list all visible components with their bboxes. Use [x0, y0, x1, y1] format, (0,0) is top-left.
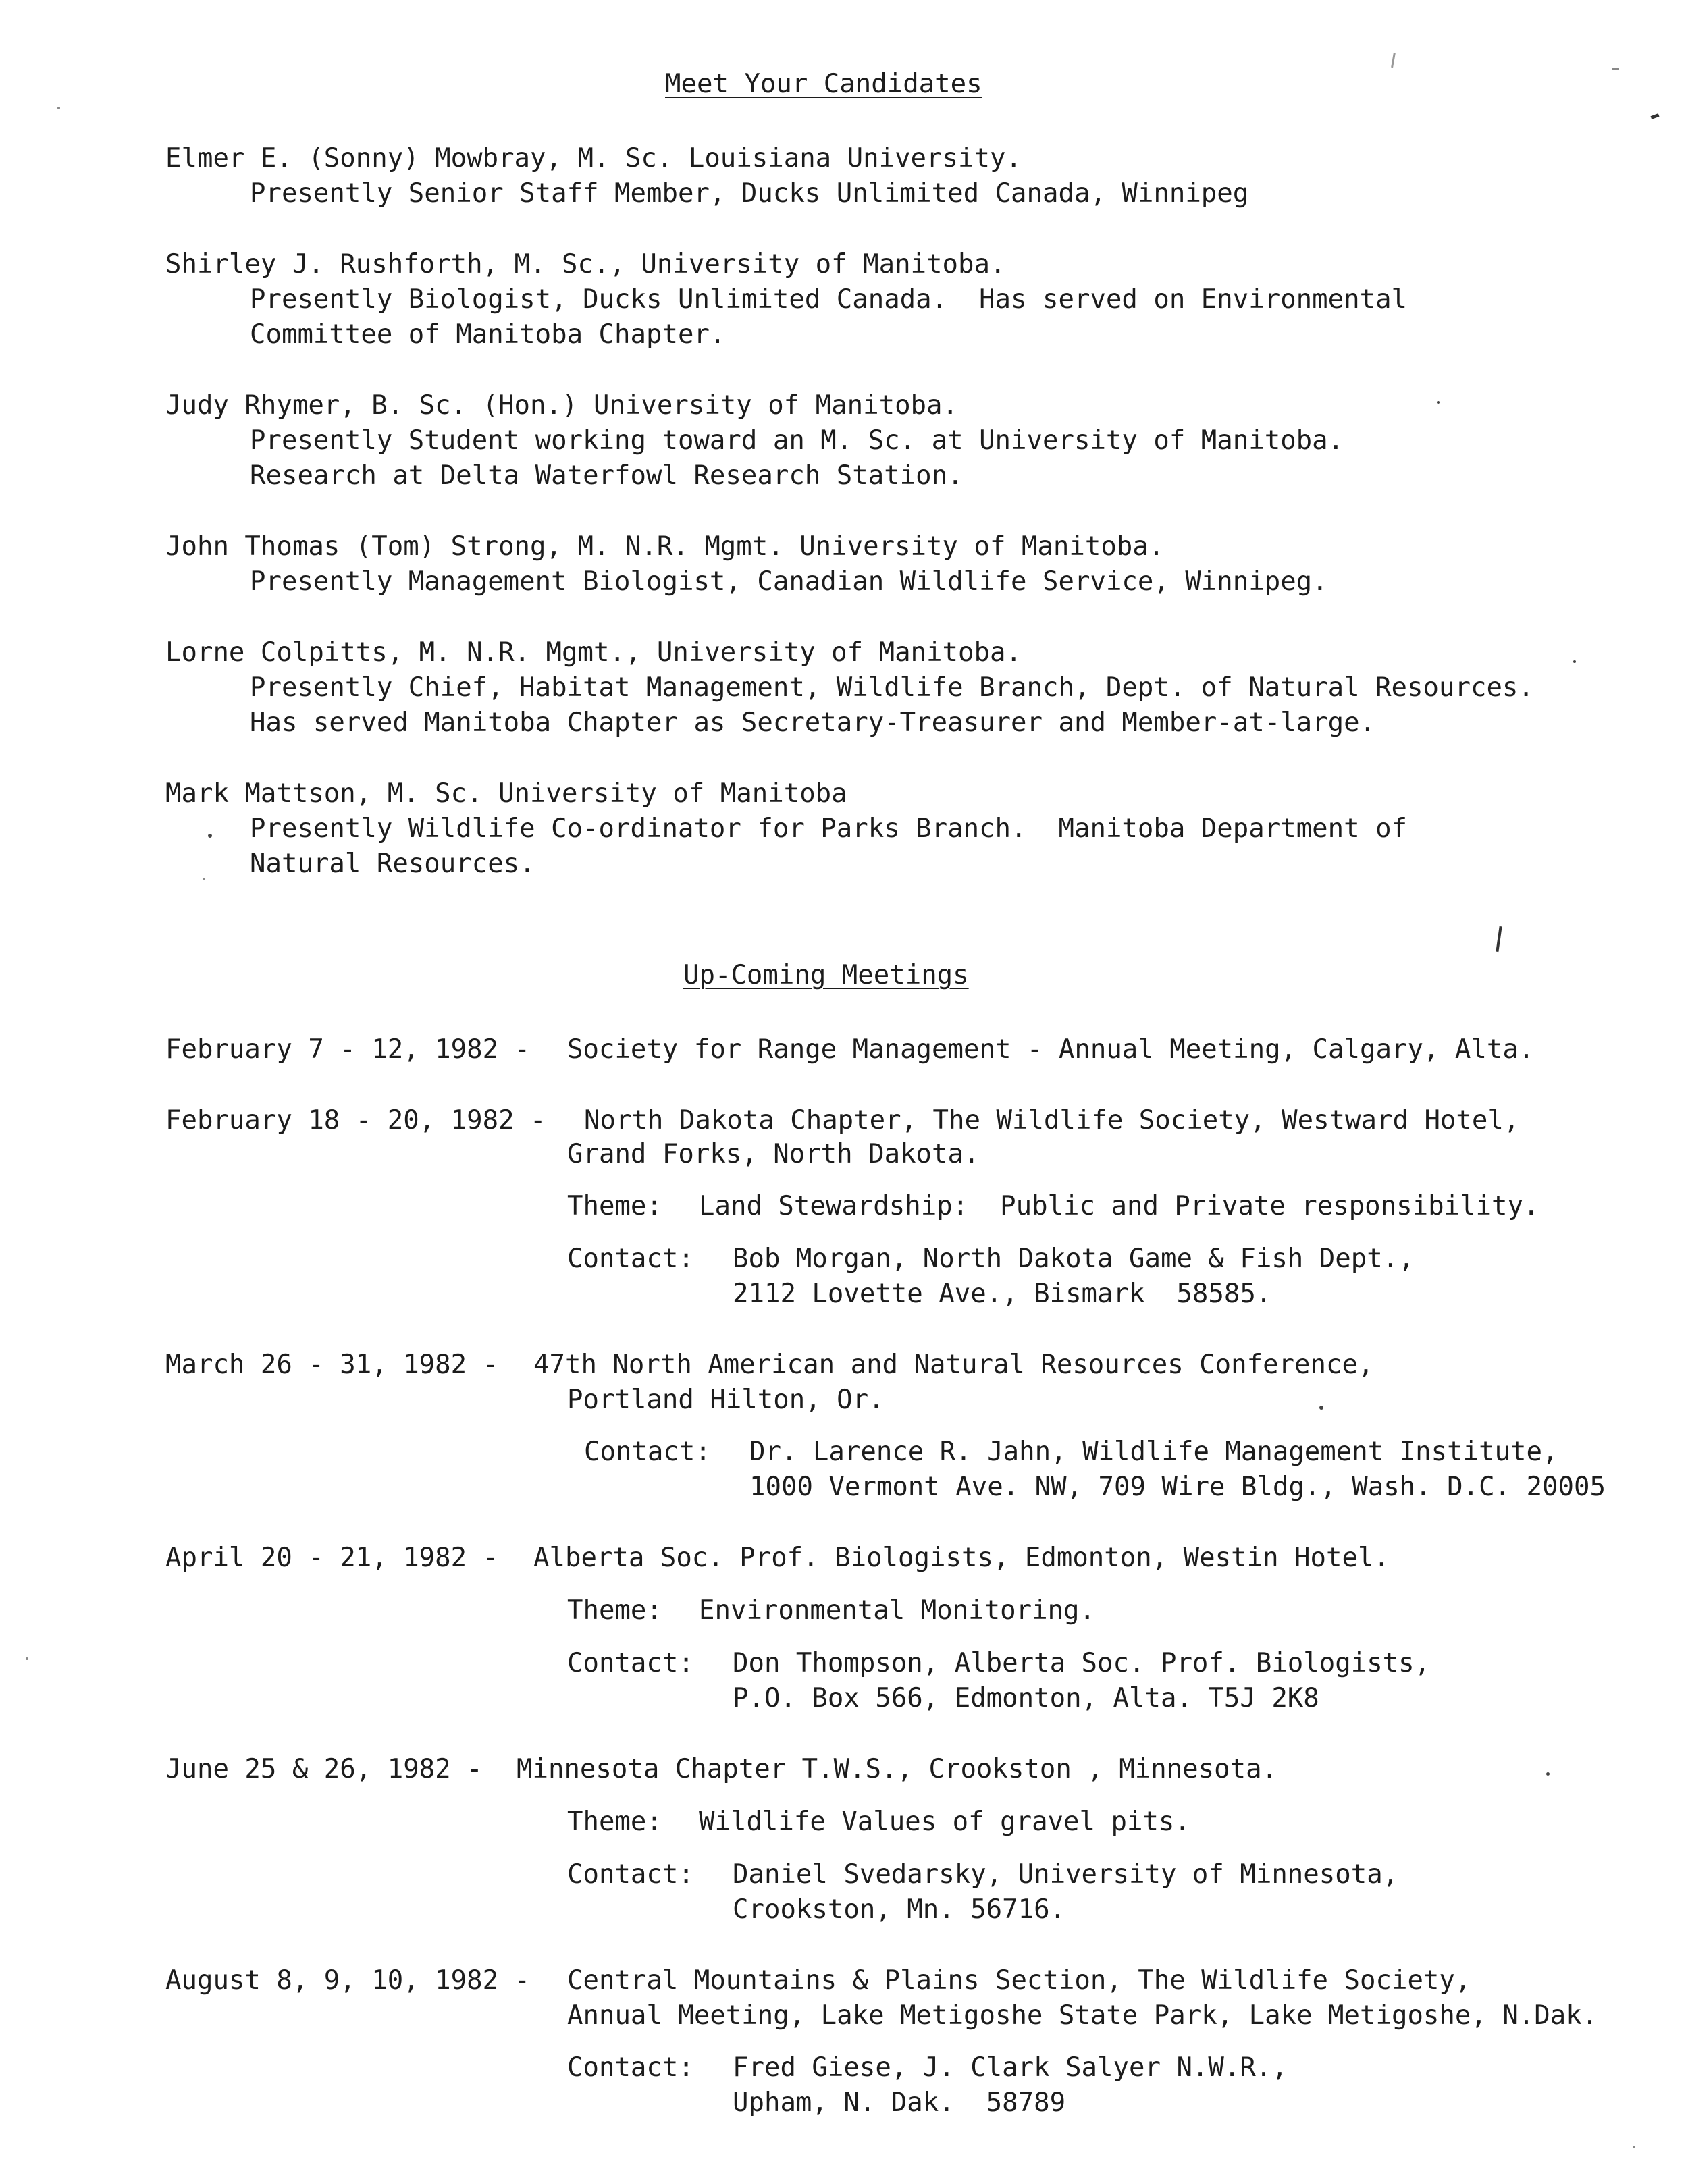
scan-speck — [1633, 2146, 1635, 2148]
meeting-date: April 20 - 21, 1982 - — [165, 1543, 499, 1573]
meeting-date: March 26 - 31, 1982 - — [165, 1350, 499, 1380]
candidate-detail: Presently Management Biologist, Canadian Wildlife Service, Winnipeg. — [250, 566, 1328, 597]
meeting-event: Grand Forks, North Dakota. — [567, 1139, 980, 1169]
candidate-name: John Thomas (Tom) Strong, M. N.R. Mgmt. University of Manitoba. — [165, 531, 1165, 562]
meeting-event: Minnesota Chapter T.W.S., Crookston , Minnesota. — [517, 1754, 1278, 1784]
meeting-contact: Crookston, Mn. 56716. — [733, 1894, 1066, 1925]
meeting-theme-label: Theme: — [567, 1595, 662, 1626]
meeting-contact: Dr. Larence R. Jahn, Wildlife Management Institute, — [749, 1437, 1558, 1467]
scan-speck — [208, 834, 212, 838]
scan-mark — [1612, 68, 1619, 70]
candidate-detail: Presently Student working toward an M. Sc. at University of Manitoba. — [250, 425, 1344, 456]
candidate-name: Elmer E. (Sonny) Mowbray, M. Sc. Louisiana University. — [165, 143, 1022, 174]
candidate-detail: Has served Manitoba Chapter as Secretary-Treasurer and Member-at-large. — [250, 708, 1376, 738]
meeting-contact: 2112 Lovette Ave., Bismark 58585. — [733, 1279, 1272, 1309]
meeting-contact: Daniel Svedarsky, University of Minnesota, — [733, 1859, 1399, 1890]
meeting-theme: Land Stewardship: Public and Private responsibility. — [699, 1191, 1539, 1221]
meeting-date: February 7 - 12, 1982 - — [165, 1034, 531, 1065]
meeting-contact: Don Thompson, Alberta Soc. Prof. Biologists, — [733, 1648, 1431, 1678]
scan-speck — [26, 1657, 28, 1660]
meeting-date: August 8, 9, 10, 1982 - — [165, 1965, 531, 1996]
meeting-theme-label: Theme: — [567, 1191, 662, 1221]
candidates-heading: Meet Your Candidates — [665, 69, 982, 99]
candidate-name: Judy Rhymer, B. Sc. (Hon.) University of Manitoba. — [165, 390, 958, 421]
meeting-contact-label: Contact: — [567, 1648, 694, 1678]
candidate-detail: Presently Senior Staff Member, Ducks Unlimited Canada, Winnipeg — [250, 178, 1249, 209]
scan-speck — [1319, 1406, 1323, 1410]
meeting-theme: Wildlife Values of gravel pits. — [699, 1807, 1190, 1837]
meeting-event: North Dakota Chapter, The Wildlife Society, Westward Hotel, — [584, 1105, 1520, 1136]
candidate-detail: Presently Wildlife Co-ordinator for Parks Branch. Manitoba Department of — [250, 814, 1408, 844]
meeting-event: 47th North American and Natural Resources Conference, — [533, 1350, 1374, 1380]
meeting-contact-label: Contact: — [567, 2052, 694, 2083]
candidate-name: Mark Mattson, M. Sc. University of Manitoba — [165, 778, 847, 809]
meeting-event: Portland Hilton, Or. — [567, 1385, 885, 1415]
scan-speck — [1546, 1772, 1550, 1776]
candidate-name: Shirley J. Rushforth, M. Sc., University of Manitoba. — [165, 249, 1006, 279]
scan-mark — [1391, 53, 1396, 68]
meeting-theme-label: Theme: — [567, 1807, 662, 1837]
meeting-contact-label: Contact: — [584, 1437, 711, 1467]
meeting-contact: Bob Morgan, North Dakota Game & Fish Dept., — [733, 1244, 1415, 1274]
meeting-date: February 18 - 20, 1982 - — [165, 1105, 546, 1136]
candidate-name: Lorne Colpitts, M. N.R. Mgmt., University of Manitoba. — [165, 637, 1022, 668]
meeting-event: Annual Meeting, Lake Metigoshe State Park, Lake Metigoshe, N.Dak. — [567, 2000, 1598, 2031]
meeting-contact: P.O. Box 566, Edmonton, Alta. T5J 2K8 — [733, 1683, 1319, 1713]
candidate-detail: Research at Delta Waterfowl Research Station. — [250, 460, 964, 491]
scan-speck — [1573, 660, 1576, 663]
meetings-heading: Up-Coming Meetings — [683, 960, 969, 990]
scan-speck — [203, 878, 205, 880]
candidate-detail: Presently Biologist, Ducks Unlimited Canada. Has served on Environmental — [250, 284, 1408, 315]
meeting-contact: 1000 Vermont Ave. NW, 709 Wire Bldg., Wash. D.C. 20005 — [749, 1472, 1606, 1502]
meeting-theme: Environmental Monitoring. — [699, 1595, 1095, 1626]
candidate-detail: Natural Resources. — [250, 849, 535, 879]
meeting-contact: Fred Giese, J. Clark Salyer N.W.R., — [733, 2052, 1288, 2083]
meeting-event: Alberta Soc. Prof. Biologists, Edmonton, Westin Hotel. — [533, 1543, 1390, 1573]
candidate-detail: Presently Chief, Habitat Management, Wildlife Branch, Dept. of Natural Resources. — [250, 672, 1534, 703]
scan-speck — [1437, 401, 1440, 404]
meeting-contact-label: Contact: — [567, 1244, 694, 1274]
scan-mark — [1496, 926, 1502, 952]
scan-speck — [57, 107, 60, 109]
meeting-date: June 25 & 26, 1982 - — [165, 1754, 483, 1784]
meeting-event: Society for Range Management - Annual Meeting, Calgary, Alta. — [567, 1034, 1535, 1065]
candidate-detail: Committee of Manitoba Chapter. — [250, 319, 726, 350]
meeting-contact: Upham, N. Dak. 58789 — [733, 2087, 1066, 2118]
meeting-contact-label: Contact: — [567, 1859, 694, 1890]
scan-mark — [1651, 113, 1660, 119]
meeting-event: Central Mountains & Plains Section, The Wildlife Society, — [567, 1965, 1471, 1996]
